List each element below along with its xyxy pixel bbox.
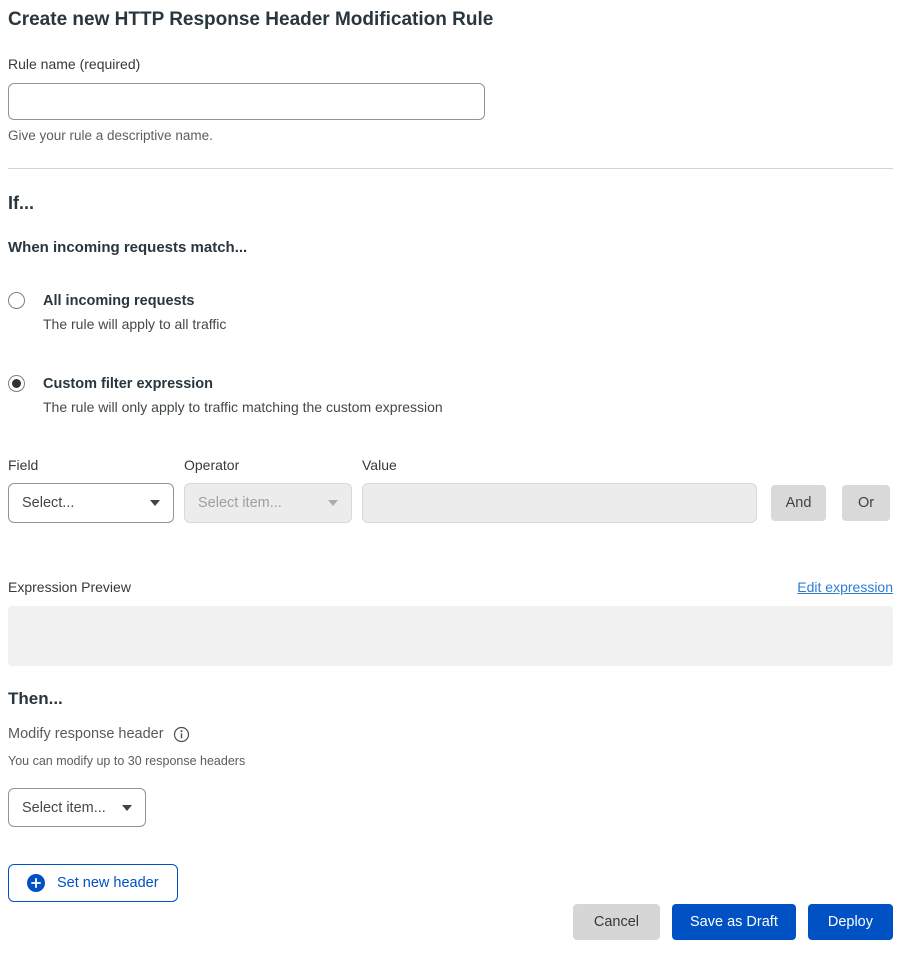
when-match-subheading: When incoming requests match...: [8, 239, 248, 256]
cancel-button[interactable]: Cancel: [573, 904, 660, 940]
radio-all-incoming-requests[interactable]: [8, 291, 893, 334]
set-new-header-button[interactable]: [8, 864, 178, 902]
expression-builder-row: [8, 456, 893, 523]
page-title: Create new HTTP Response Header Modification Rule: [8, 9, 494, 30]
and-button[interactable]: And: [771, 485, 826, 521]
modify-response-header-row: [8, 724, 893, 744]
create-rule-page: [0, 7, 898, 940]
value-input: [362, 483, 757, 523]
field-label: Field: [8, 457, 39, 473]
expression-preview-header: [8, 578, 893, 597]
expression-preview-box: [8, 606, 893, 666]
header-action-select[interactable]: [8, 788, 146, 827]
rule-name-helper: Give your rule a descriptive name.: [8, 128, 213, 143]
radio-label: Custom filter expression: [43, 376, 214, 392]
modify-response-header-label: Modify response header: [8, 726, 164, 742]
expression-preview-label: Expression Preview: [8, 579, 131, 595]
save-as-draft-button[interactable]: Save as Draft: [672, 904, 796, 940]
value-label: Value: [362, 457, 397, 473]
chevron-down-icon: [122, 805, 132, 811]
section-divider: [8, 168, 893, 169]
rule-name-label: Rule name (required): [8, 56, 141, 72]
chevron-down-icon: [150, 500, 160, 506]
radio-custom-filter-expression[interactable]: [8, 374, 893, 417]
operator-label: Operator: [184, 457, 240, 473]
if-heading: If...: [8, 193, 34, 213]
plus-circle-icon: [27, 874, 45, 892]
radio-description: The rule will only apply to traffic matching the custom expression: [43, 399, 443, 415]
modify-header-helper: You can modify up to 30 response headers: [8, 754, 246, 768]
header-action-select-value: Select item...: [22, 799, 106, 816]
deploy-button[interactable]: Deploy: [808, 904, 893, 940]
info-icon[interactable]: [173, 726, 190, 743]
radio-label: All incoming requests: [43, 293, 195, 309]
field-select[interactable]: [8, 483, 174, 523]
footer-actions: [8, 904, 893, 940]
radio-button-icon[interactable]: [8, 292, 25, 309]
radio-button-selected-icon[interactable]: [8, 375, 25, 392]
then-heading: Then...: [8, 689, 63, 708]
or-button[interactable]: Or: [842, 485, 890, 521]
radio-description: The rule will apply to all traffic: [43, 316, 227, 332]
field-select-value: Select...: [22, 495, 75, 511]
operator-select-value: Select item...: [198, 495, 282, 511]
rule-name-input[interactable]: [8, 83, 485, 120]
set-new-header-label: Set new header: [57, 875, 159, 891]
operator-select: [184, 483, 352, 523]
chevron-down-icon: [328, 500, 338, 506]
edit-expression-link[interactable]: Edit expression: [797, 579, 893, 595]
